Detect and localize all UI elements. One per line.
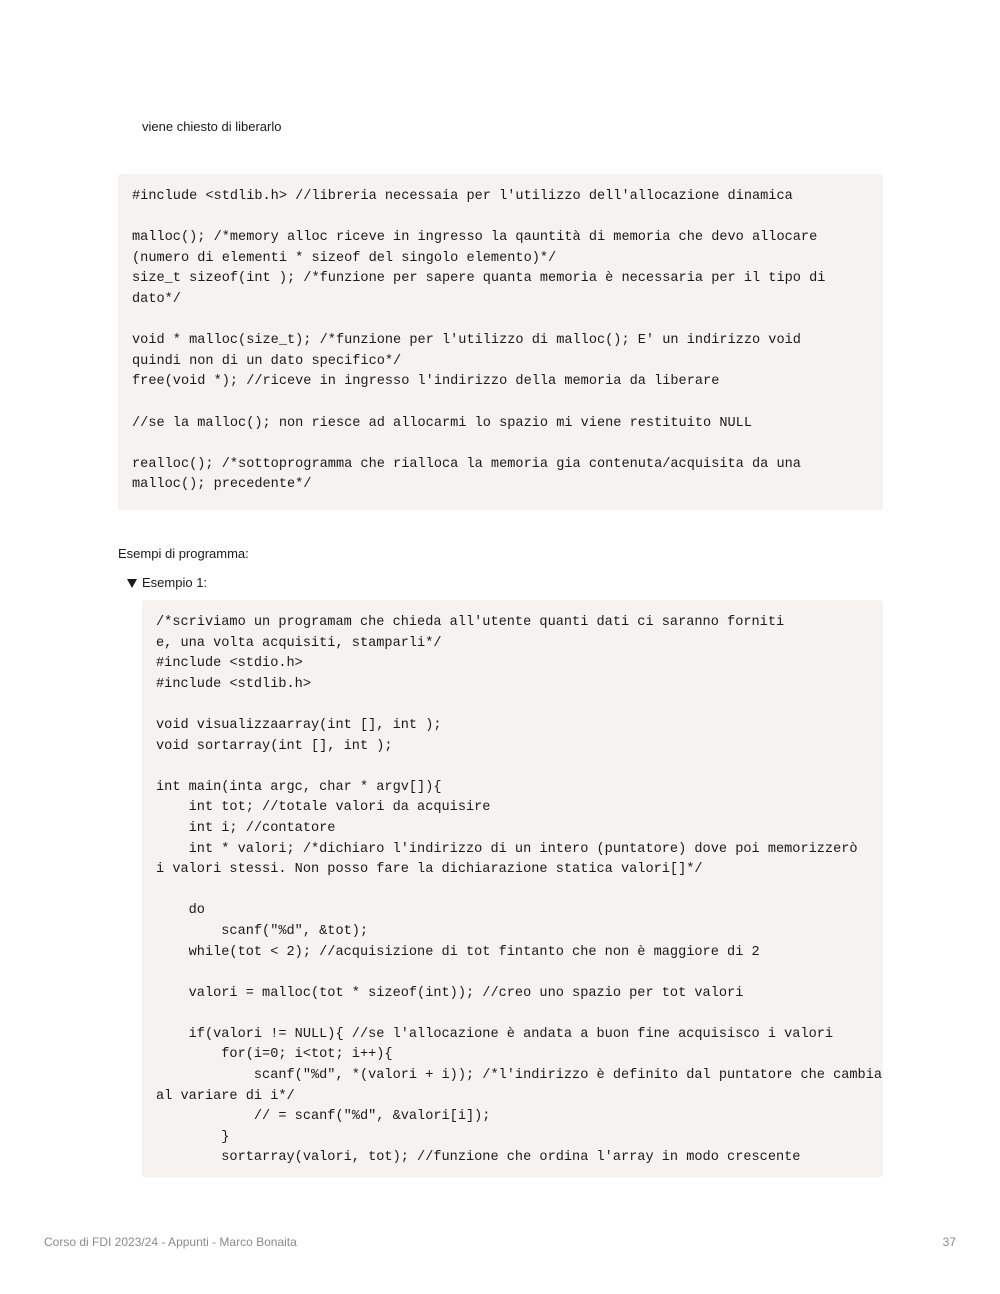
code-block-esempio-1: /*scriviamo un programam che chieda all'utente quanti dati ci saranno forniti e, una volta acquisiti, stamparli*/ #include <stdio.h> #include <stdlib.h> void visualizzaarray(int [], int ); void sortarray(int [], int ); int main(inta argc, char * argv[]){ int tot; //totale valori da acquisire int i; //contatore int * valori; /*dichiaro l'indirizzo di un intero (puntatore) dove poi memorizzerò i valori stessi. Non posso fare la dichiarazione statica valori[]*/ do scanf("%d", &tot); while(tot < 2); //acquisizione di tot fintanto che non è maggiore di 2 valori = malloc(tot * sizeof(int)); //creo uno spazio per tot valori if(valori != NULL){ //se l'allocazione è andata a buon fine acquisisco i valori for(i=0; i<tot; i++){ scanf("%d", *(valori + i)); /*l'indirizzo è definito dal puntatore che cambia al variare di i*/ // = scanf("%d", &valori[i]); } sortarray(valori, tot); //funzione che ordina l'array in modo crescente [142, 600, 883, 1177]
intro-text: viene chiesto di liberarlo [142, 119, 282, 134]
toggle-label[interactable]: Esempio 1: [142, 575, 208, 590]
section-title: Esempi di programma: [118, 546, 249, 561]
toggle-esempio-1[interactable] [127, 575, 207, 591]
triangle-down-icon[interactable] [127, 579, 137, 588]
footer-page-number: 37 [942, 1235, 956, 1249]
footer-course-title: Corso di FDI 2023/24 - Appunti - Marco Bonaita [44, 1235, 297, 1249]
code-block-malloc-reference: #include <stdlib.h> //libreria necessaia per l'utilizzo dell'allocazione dinamica malloc(); /*memory alloc riceve in ingresso la qauntità di memoria che devo allocare (numero di elementi * sizeof del singolo elemento)*/ size_t sizeof(int ); /*funzione per sapere quanta memoria è necessaria per il tipo di dato*/ void * malloc(size_t); /*funzione per l'utilizzo di malloc(); E' un indirizzo void quindi non di un dato specifico*/ free(void *); //riceve in ingresso l'indirizzo della memoria da liberare //se la malloc(); non riesce ad allocarmi lo spazio mi viene restituito NULL realloc(); /*sottoprogramma che rialloca la memoria gia contenuta/acquisita da una malloc(); precedente*/ [118, 174, 883, 510]
